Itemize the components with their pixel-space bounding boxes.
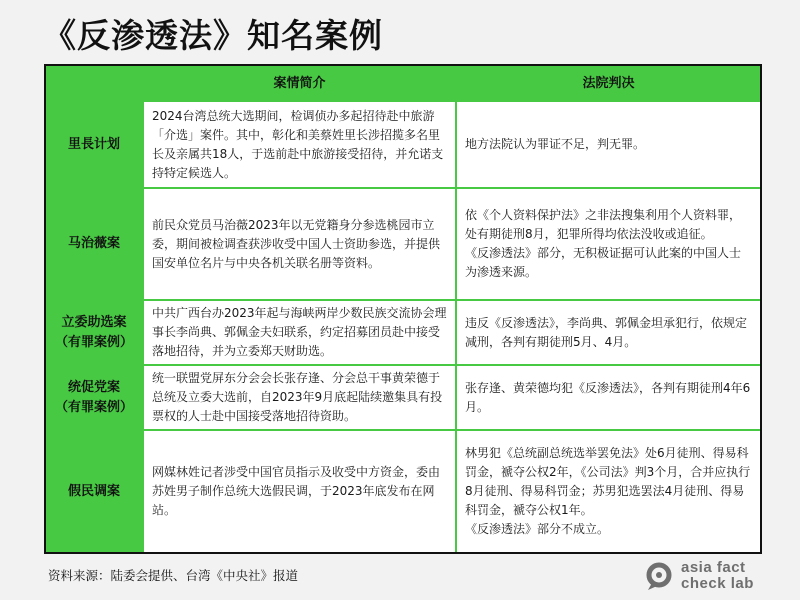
case-name-note: （有罪案例） — [54, 334, 133, 350]
case-summary-text: 网媒林姓记者涉受中国官员指示及收受中方资金，委由苏姓男子制作总统大选假民调，于2023年底发布在网站。 — [152, 465, 441, 517]
case-name — [46, 366, 142, 429]
case-summary — [144, 102, 455, 187]
case-name-label: 统促党案 — [67, 379, 120, 395]
logo-text: asia fact check lab — [681, 559, 754, 592]
case-verdict-text: 依《个人资料保护法》之非法搜集利用个人资料罪，处有期徒刑8月，犯罪所得均依法没收或追征。 《反渗透法》部分，无积极证据可认此案的中国人士为渗透来源。 — [465, 208, 742, 279]
case-verdict-text: 违反《反渗透法》，李尚典、郭佩金坦承犯行，依规定减刑，各判有期徒刑5月、4月。 — [465, 315, 748, 349]
case-summary-text: 前民众党员马治薇2023年以无党籍身分参选桃园市立委，期间被检调查获涉收受中国人士资助参选，并提供国安单位名片与中央各机关联名册等资料。 — [152, 217, 441, 270]
case-summary-text: 中共广西台办2023年起与海峡两岸少数民族交流协会理事长李尚典、郭佩金夫妇联系，约定招募团员赴中接受落地招待，并为立委郑天财助选。 — [152, 306, 447, 358]
case-verdict-text: 张存逢、黄荣德均犯《反渗透法》，各判有期徒刑4年6月。 — [465, 380, 751, 414]
case-name-label: 里長计划 — [67, 136, 120, 152]
case-summary — [144, 189, 455, 299]
header-verdict: 法院判决 — [457, 66, 760, 100]
case-verdict-text: 林男犯《总统副总统选举罢免法》处6月徒刑、得易科罚金，褫夺公权2年，《公司法》判3个月，合并应执行8月徒刑、得易科罚金；苏男犯选罢法4月徒刑、得易科罚金，褫夺公权1年。 《反渗透法》部分不成立。 — [465, 446, 751, 536]
case-name — [46, 301, 142, 364]
case-verdict-text: 地方法院认为罪证不足，判无罪。 — [465, 137, 646, 151]
case-summary-text: 统一联盟党屏东分会会长张存逢、分会总干事黄荣德于总统及立委大选前，自2023年9月底起陆续邀集具有投票权的人士赴中国接受落地招待资助。 — [152, 371, 443, 423]
case-summary — [144, 431, 455, 552]
case-verdict — [457, 189, 760, 299]
asia-fact-check-lab-logo — [645, 558, 795, 598]
case-name — [46, 431, 142, 552]
case-verdict — [457, 301, 760, 364]
case-summary — [144, 366, 455, 429]
case-summary — [144, 301, 455, 364]
case-summary-text: 2024台湾总统大选期间，检调侦办多起招待赴中旅游「介选」案件。其中，彰化和美蔡姓里长涉招揽多名里长及亲属共18人，于选前赴中旅游接受招待，并允诺支持特定候选人。 — [152, 108, 444, 180]
case-name — [46, 189, 142, 299]
case-name — [46, 102, 142, 187]
source-note: 资料来源：陆委会提供、台湾《中央社》报道 — [48, 568, 299, 583]
case-name-label: 马治薇案 — [67, 236, 120, 251]
case-verdict — [457, 431, 760, 552]
case-name-note: （有罪案例） — [54, 399, 133, 415]
case-name-label: 假民调案 — [67, 483, 120, 499]
magnifier-logo-icon — [645, 562, 675, 592]
case-table — [44, 64, 762, 554]
header-summary: 案情简介 — [144, 66, 455, 100]
page-title: 《反渗透法》知名案例 — [43, 16, 383, 55]
header-blank — [46, 66, 142, 100]
case-name-label: 立委助选案 — [61, 314, 127, 330]
case-verdict — [457, 102, 760, 187]
case-verdict — [457, 366, 760, 429]
